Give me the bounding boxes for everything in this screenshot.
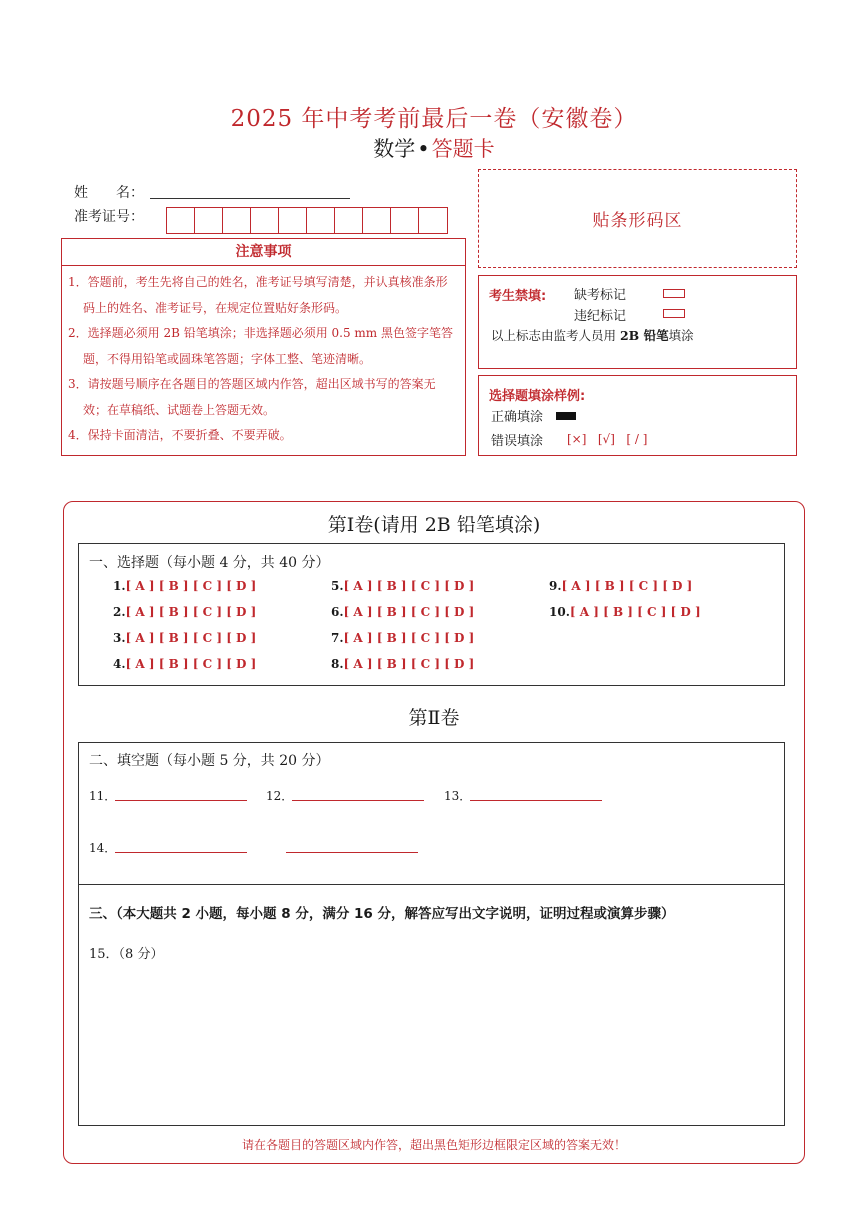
fill-sample-box <box>478 375 797 456</box>
answer-line-14-extra[interactable] <box>286 852 418 853</box>
mc-options[interactable]: [ A ] [ B ] [ C ] [ D ] <box>569 605 701 619</box>
mc-number: 2. <box>113 605 126 619</box>
mc-number: 4. <box>113 657 126 671</box>
multiple-choice-box <box>78 543 785 686</box>
exam-id-digit-box[interactable] <box>167 208 195 233</box>
mc-question-4[interactable] <box>113 657 256 671</box>
notice-box <box>61 238 466 456</box>
mc-options[interactable]: [ A ] [ B ] [ C ] [ D ] <box>125 579 257 593</box>
mc-question-9[interactable] <box>549 579 692 593</box>
wrong-fill-examples <box>567 432 647 446</box>
fill-sample-heading: 选择题填涂样例: <box>489 389 586 404</box>
proctor-note-bold: 2B 铅笔 <box>619 328 669 343</box>
fill-number-13: 13． <box>444 789 472 803</box>
mc-question-5[interactable] <box>331 579 474 593</box>
exam-id-label: 准考证号： <box>74 209 144 225</box>
exam-id-digit-box[interactable] <box>307 208 335 233</box>
notice-item: 1．答题前，考生先将自己的姓名，准考证号填写清楚，并认真核准条形码上的姓名、准考证号，在规定位置贴好条形码。 <box>68 275 448 315</box>
subject-label: 数学 <box>373 137 416 161</box>
notice-list <box>62 266 465 449</box>
absent-mark-box[interactable] <box>663 289 685 298</box>
violation-mark-box[interactable] <box>663 309 685 318</box>
violation-mark-label: 违纪标记 <box>574 309 627 324</box>
mc-question-10[interactable] <box>549 605 701 619</box>
absent-mark-label: 缺考标记 <box>574 288 627 303</box>
notice-item: 4．保持卡面清洁，不要折叠、不要弄破。 <box>68 428 292 442</box>
proctor-note-suffix: 填涂 <box>668 328 694 343</box>
wrong-mark-check: [√] <box>597 432 615 446</box>
exam-id-digit-box[interactable] <box>251 208 279 233</box>
answer-line-12[interactable] <box>292 800 424 801</box>
answer-line-13[interactable] <box>470 800 602 801</box>
notice-item: 2．选择题必须用 2B 铅笔填涂；非选择题必须用 0.5 mm 黑色签字笔答题，不得用铅笔或圆珠笔答题；字体工整、笔迹清晰。 <box>68 326 454 366</box>
mc-question-7[interactable] <box>331 631 474 645</box>
subject-heading <box>0 133 868 163</box>
exam-id-digit-box[interactable] <box>223 208 251 233</box>
proctor-note <box>491 326 694 344</box>
mc-question-3[interactable] <box>113 631 256 645</box>
mc-number: 9. <box>549 579 562 593</box>
mc-options[interactable]: [ A ] [ B ] [ C ] [ D ] <box>561 579 693 593</box>
exam-id-digit-box[interactable] <box>391 208 419 233</box>
exam-id-digit-box[interactable] <box>363 208 391 233</box>
fill-in-heading: 二、填空题（每小题 5 分，共 20 分） <box>89 753 330 769</box>
exam-id-boxes[interactable] <box>166 207 448 234</box>
mc-question-8[interactable] <box>331 657 474 671</box>
footer-warning: 请在各题目的答题区域内作答，超出黑色矩形边框限定区域的答案无效！ <box>241 1138 626 1152</box>
mc-question-2[interactable] <box>113 605 256 619</box>
fill-number-12: 12． <box>266 789 294 803</box>
correct-fill-label: 正确填涂 <box>491 410 544 425</box>
mc-number: 1. <box>113 579 126 593</box>
name-label: 姓 名： <box>74 185 144 201</box>
correct-fill-example <box>556 412 576 420</box>
name-field[interactable] <box>150 198 350 199</box>
notice-heading: 注意事项 <box>62 239 465 266</box>
solution-heading: 三、（本大题共 2 小题，每小题 8 分，满分 16 分，解答应写出文字说明，证明过程或演算步骤） <box>89 906 675 922</box>
mc-options[interactable]: [ A ] [ B ] [ C ] [ D ] <box>343 631 475 645</box>
answer-card-label: 答题卡 <box>431 137 495 161</box>
exam-id-digit-box[interactable] <box>419 208 447 233</box>
exam-id-digit-box[interactable] <box>335 208 363 233</box>
mc-number: 7. <box>331 631 344 645</box>
proctor-note-prefix: 以上标志由监考人员用 <box>491 328 620 343</box>
part1-title: 第Ⅰ卷(请用 2B 铅笔填涂) <box>327 514 541 536</box>
proctor-mark-box <box>478 275 797 369</box>
exam-id-digit-box[interactable] <box>195 208 223 233</box>
solution-box[interactable] <box>78 884 785 1126</box>
mc-question-1[interactable] <box>113 579 256 593</box>
mc-number: 3. <box>113 631 126 645</box>
mc-options[interactable]: [ A ] [ B ] [ C ] [ D ] <box>125 605 257 619</box>
separator-dot: • <box>417 137 430 161</box>
mc-number: 8. <box>331 657 344 671</box>
proctor-heading: 考生禁填: <box>489 289 547 304</box>
answer-line-14[interactable] <box>115 852 247 853</box>
wrong-mark-cross: [×] <box>567 432 587 446</box>
mc-question-6[interactable] <box>331 605 474 619</box>
question-15-label: 15．（8 分） <box>89 947 164 962</box>
wrong-mark-slash: [ / ] <box>626 432 648 446</box>
multiple-choice-heading: 一、选择题（每小题 4 分，共 40 分） <box>89 555 330 571</box>
answer-line-11[interactable] <box>115 800 247 801</box>
exam-id-digit-box[interactable] <box>279 208 307 233</box>
mc-number: 5. <box>331 579 344 593</box>
mc-options[interactable]: [ A ] [ B ] [ C ] [ D ] <box>343 657 475 671</box>
mc-options[interactable]: [ A ] [ B ] [ C ] [ D ] <box>343 605 475 619</box>
mc-number: 10. <box>549 605 570 619</box>
fill-number-11: 11． <box>89 789 117 803</box>
barcode-area <box>478 169 797 268</box>
wrong-fill-label: 错误填涂 <box>491 434 544 449</box>
mc-options[interactable]: [ A ] [ B ] [ C ] [ D ] <box>125 631 257 645</box>
barcode-label: 贴条形码区 <box>592 211 683 231</box>
mc-number: 6. <box>331 605 344 619</box>
fill-in-box <box>78 742 785 885</box>
mc-options[interactable]: [ A ] [ B ] [ C ] [ D ] <box>343 579 475 593</box>
part2-title: 第Ⅱ卷 <box>408 707 460 729</box>
fill-number-14: 14． <box>89 841 117 855</box>
mc-options[interactable]: [ A ] [ B ] [ C ] [ D ] <box>125 657 257 671</box>
notice-item: 3．请按题号顺序在各题目的答题区域内作答，超出区域书写的答案无效；在草稿纸、试题卷上答题无效。 <box>68 377 436 417</box>
page-title: 2025 年中考考前最后一卷（安徽卷） <box>230 106 638 132</box>
